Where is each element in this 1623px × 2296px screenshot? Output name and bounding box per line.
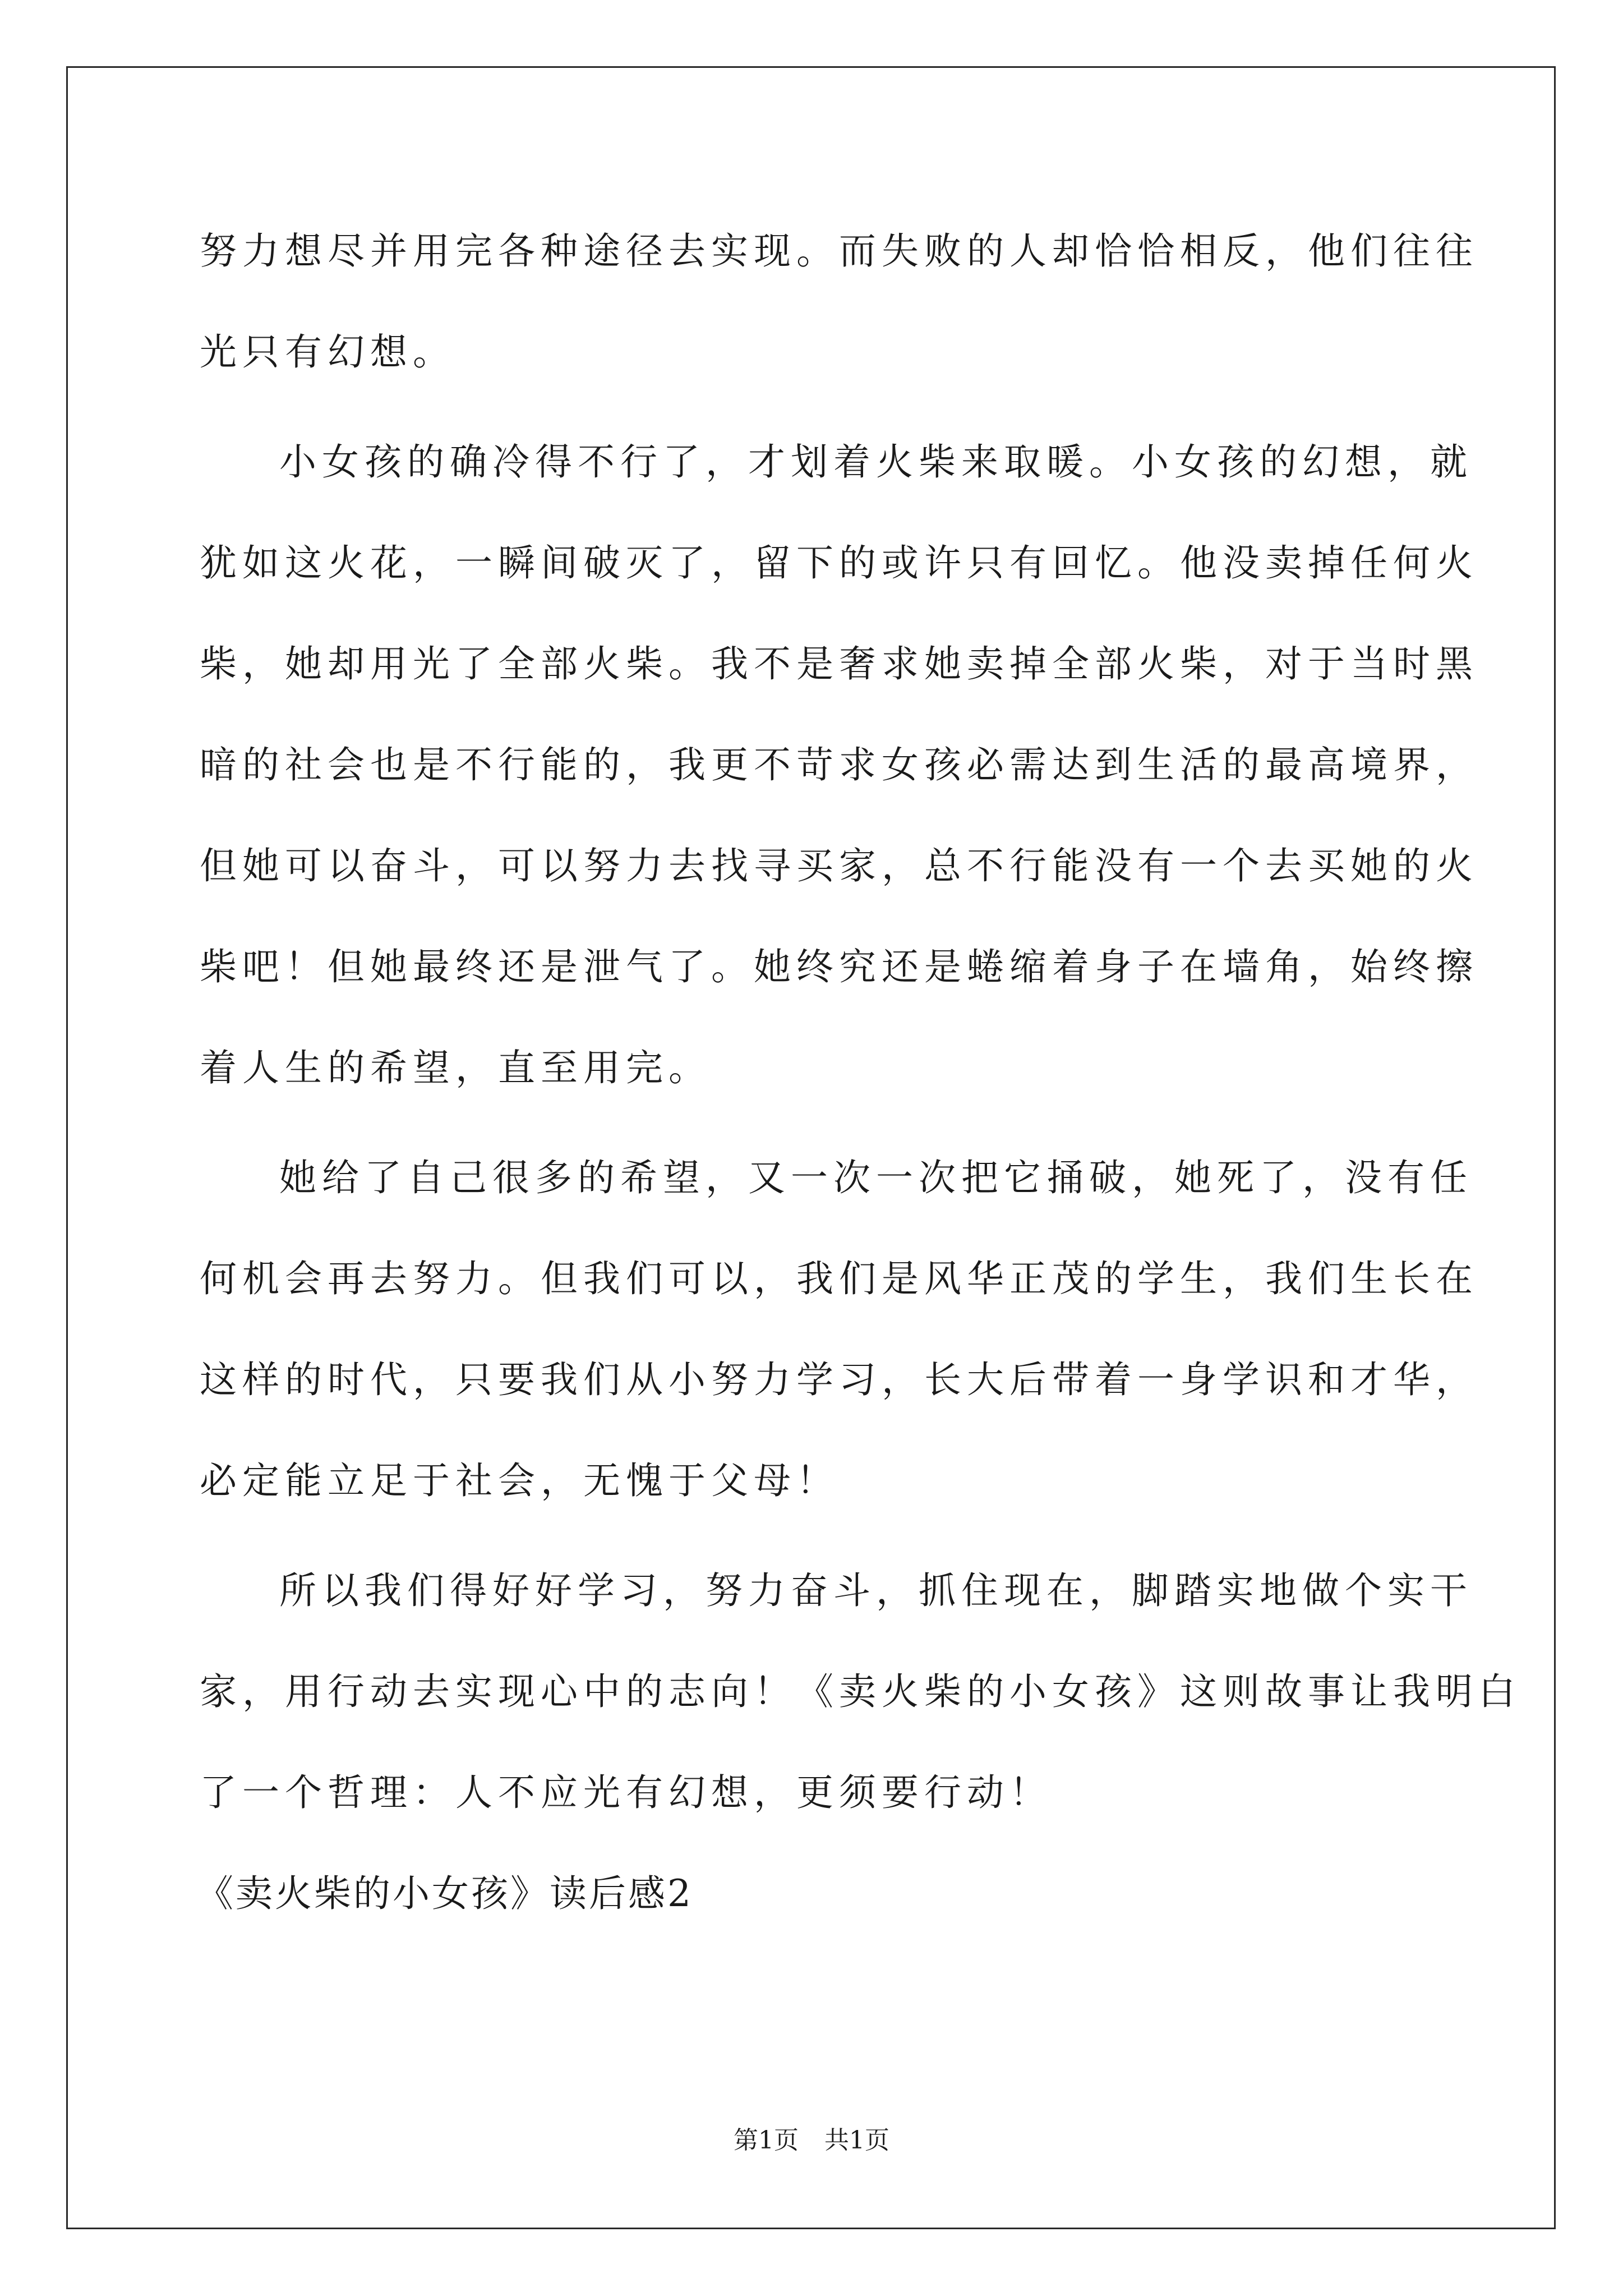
text-line: 柴，她却用光了全部火柴。我不是奢求她卖掉全部火柴，对于当时黑 bbox=[200, 642, 1478, 685]
text-line: 家，用行动去实现心中的志向！《卖火柴的小女孩》这则故事让我明白 bbox=[200, 1670, 1521, 1713]
page-number: 第1页 bbox=[734, 2126, 799, 2155]
text-line: 柴吧！但她最终还是泄气了。她终究还是蜷缩着身子在墙角，始终擦 bbox=[200, 945, 1478, 988]
paragraph-1 bbox=[200, 201, 1478, 403]
text-line: 努力想尽并用完各种途径去实现。而失败的人却恰恰相反，他们往往 bbox=[200, 229, 1478, 273]
text-line: 必定能立足于社会，无愧于父母！ bbox=[200, 1459, 839, 1502]
text-line: 着人生的希望，直至用完。 bbox=[200, 1046, 711, 1089]
paragraph-4 bbox=[200, 1540, 1521, 1843]
page-footer bbox=[0, 2124, 1623, 2157]
section-heading: 《卖火柴的小女孩》读后感2 bbox=[196, 1872, 693, 1915]
text-line: 暗的社会也是不行能的，我更不苛求女孩必需达到生活的最高境界， bbox=[200, 743, 1478, 786]
text-line: 但她可以奋斗，可以努力去找寻买家，总不行能没有一个去买她的火 bbox=[200, 844, 1478, 887]
paragraph-2 bbox=[200, 412, 1478, 1119]
text-line: 犹如这火花，一瞬间破灭了，留下的或许只有回忆。他没卖掉任何火 bbox=[200, 541, 1478, 585]
text-line: 光只有幻想。 bbox=[200, 330, 455, 374]
text-line: 这样的时代，只要我们从小努力学习，长大后带着一身学识和才华， bbox=[200, 1358, 1478, 1401]
text-line: 何机会再去努力。但我们可以，我们是风华正茂的学生，我们生长在 bbox=[200, 1257, 1478, 1300]
text-line: 她给了自己很多的希望，又一次一次把它捅破，她死了，没有任 bbox=[279, 1156, 1473, 1199]
page-total: 共1页 bbox=[824, 2126, 889, 2155]
text-line: 小女孩的确冷得不行了，才划着火柴来取暖。小女孩的幻想，就 bbox=[279, 440, 1473, 484]
text-line: 了一个哲理：人不应光有幻想，更须要行动！ bbox=[200, 1771, 1052, 1814]
document-body bbox=[196, 201, 1521, 1944]
text-line: 所以我们得好好学习，努力奋斗，抓住现在，脚踏实地做个实干 bbox=[279, 1569, 1473, 1612]
paragraph-3 bbox=[200, 1128, 1478, 1531]
